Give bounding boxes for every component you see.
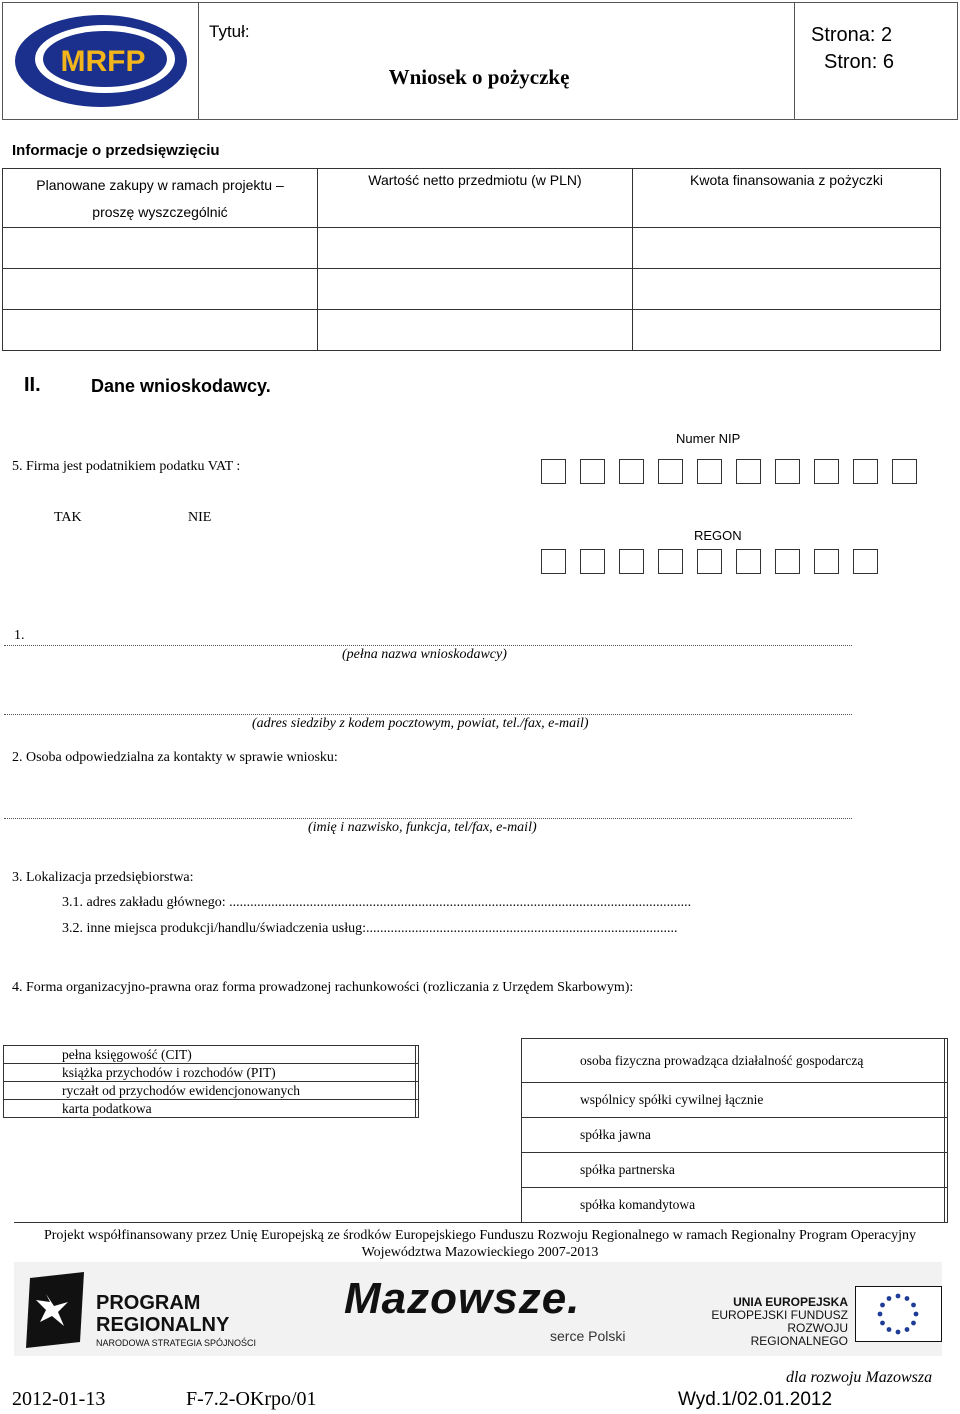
- column-header-loan-amount: Kwota finansowania z pożyczki: [633, 169, 941, 228]
- nip-digit-box[interactable]: [658, 459, 683, 484]
- cofinance-line2: Województwa Mazowieckiego 2007-2013: [361, 1245, 599, 1260]
- accounting-form-checkbox[interactable]: [416, 1100, 419, 1118]
- document-header: [2, 2, 958, 120]
- applicant-address-caption: (adres siedziby z kodem pocztowym, powiat, tel./fax, e-mail): [252, 716, 589, 731]
- nip-digit-box[interactable]: [580, 459, 605, 484]
- vat-question: 5. Firma jest podatnikiem podatku VAT :: [12, 459, 241, 474]
- table-cell[interactable]: [318, 310, 633, 351]
- legal-form-label: spółka komandytowa: [522, 1188, 945, 1223]
- nip-digit-box[interactable]: [892, 459, 917, 484]
- table-cell[interactable]: [633, 310, 941, 351]
- form-code: F-7.2-OKrpo/01: [186, 1388, 317, 1410]
- issue-date: 2012-01-13: [12, 1388, 106, 1410]
- applicant-name-line[interactable]: [4, 645, 852, 646]
- regon-digit-box[interactable]: [775, 549, 800, 574]
- nip-digit-box[interactable]: [697, 459, 722, 484]
- accounting-form-label: karta podatkowa: [4, 1100, 416, 1118]
- mazowsze-subtitle: serce Polski: [550, 1328, 626, 1344]
- eu-logos-band: [14, 1262, 942, 1356]
- accounting-form-row: [4, 1064, 419, 1082]
- contact-person-caption: (imię i nazwisko, funkcja, tel/fax, e-mail): [308, 820, 537, 835]
- legal-form-label: wspólnicy spółki cywilnej łącznie: [522, 1083, 945, 1118]
- legal-form-label: osoba fizyczna prowadząca działalność gospodarczą: [522, 1039, 945, 1083]
- eu-fund-text: [690, 1296, 848, 1348]
- page-cell: [795, 3, 957, 119]
- legal-form-row: [522, 1083, 948, 1118]
- legal-form-row: [522, 1118, 948, 1153]
- accounting-form-row: [4, 1082, 419, 1100]
- accounting-form-label: pełna księgowość (CIT): [4, 1046, 416, 1064]
- regon-digit-box[interactable]: [580, 549, 605, 574]
- cofinance-statement: [0, 1227, 960, 1261]
- cofinance-line1: Projekt współfinansowany przez Unię Europejską ze środków Europejskiego Funduszu Rozwoju Regionalnego w ramach Regionalny Program Operacyjny: [43, 1228, 917, 1243]
- table-cell[interactable]: [318, 269, 633, 310]
- regon-digit-box[interactable]: [658, 549, 683, 574]
- legal-form-row: [522, 1188, 948, 1223]
- tagline: dla rozwoju Mazowsza: [786, 1369, 933, 1386]
- table-cell[interactable]: [318, 228, 633, 269]
- logo-cell: [3, 3, 199, 119]
- nip-digit-box[interactable]: [736, 459, 761, 484]
- table-cell[interactable]: [3, 228, 318, 269]
- column-header-purchases: [3, 169, 318, 228]
- table-cell[interactable]: [633, 228, 941, 269]
- legal-form-label: spółka partnerska: [522, 1153, 945, 1188]
- section-number: II.: [24, 374, 41, 396]
- document-title: Wniosek o pożyczkę: [388, 65, 570, 89]
- legal-form-checkbox[interactable]: [945, 1083, 948, 1118]
- program-line2: REGIONALNY: [96, 1314, 230, 1336]
- main-plant-address[interactable]: 3.1. adres zakładu głównego: ....................................................................................................................................: [62, 895, 692, 910]
- table-row: [3, 269, 941, 310]
- page-number: Strona: 2: [811, 24, 893, 46]
- table-row: [3, 310, 941, 351]
- table-header-row: [3, 169, 941, 228]
- nip-digit-box[interactable]: [619, 459, 644, 484]
- regon-digit-box[interactable]: [541, 549, 566, 574]
- nip-digit-box[interactable]: [775, 459, 800, 484]
- legal-form-checkbox[interactable]: [945, 1188, 948, 1223]
- table-row: [3, 228, 941, 269]
- accounting-form-table: [3, 1045, 419, 1118]
- mrfp-logo: [13, 11, 191, 111]
- legal-form-row: [522, 1039, 948, 1083]
- accounting-form-row: [4, 1100, 419, 1118]
- planned-purchases-table: [2, 168, 941, 351]
- column-header-line1: Planowane zakupy w ramach projektu –: [36, 177, 284, 193]
- location-label: 3. Lokalizacja przedsiębiorstwa:: [12, 870, 194, 885]
- eu-flag-icon: [855, 1286, 942, 1342]
- contact-person-line[interactable]: [4, 818, 852, 819]
- accounting-form-row: [4, 1046, 419, 1064]
- eu-line1: UNIA EUROPEJSKA: [733, 1295, 848, 1309]
- regon-digit-box[interactable]: [619, 549, 644, 574]
- mazowsze-logo: Mazowsze.: [344, 1274, 581, 1323]
- vat-no-option[interactable]: NIE: [188, 510, 212, 525]
- title-label: Tytuł:: [209, 22, 250, 41]
- nip-label: Numer NIP: [676, 431, 741, 446]
- accounting-form-checkbox[interactable]: [416, 1046, 419, 1064]
- nip-digit-box[interactable]: [541, 459, 566, 484]
- regon-digit-box[interactable]: [814, 549, 839, 574]
- accounting-form-checkbox[interactable]: [416, 1082, 419, 1100]
- program-line3: NARODOWA STRATEGIA SPÓJNOŚCI: [96, 1338, 257, 1348]
- project-info-heading: Informacje o przedsięwzięciu: [12, 142, 220, 159]
- legal-form-checkbox[interactable]: [945, 1118, 948, 1153]
- edition-number: Wyd.1/02.01.2012: [678, 1389, 833, 1410]
- footer-rule: [14, 1222, 940, 1223]
- page-count: Stron: 6: [824, 51, 895, 73]
- legal-form-label: spółka jawna: [522, 1118, 945, 1153]
- accounting-form-checkbox[interactable]: [416, 1064, 419, 1082]
- legal-form-question: 4. Forma organizacyjno-prawna oraz forma prowadzonej rachunkowości (rozliczania z Urzędem Skarbowym):: [12, 980, 634, 995]
- nip-digit-box[interactable]: [814, 459, 839, 484]
- regon-digit-box[interactable]: [736, 549, 761, 574]
- column-header-net-value: Wartość netto przedmiotu (w PLN): [318, 169, 633, 228]
- nip-digit-box[interactable]: [853, 459, 878, 484]
- section-title: Dane wnioskodawcy.: [91, 376, 271, 396]
- other-locations[interactable]: 3.2. inne miejsca produkcji/handlu/świadczenia usług:.........................................................................................: [62, 921, 678, 936]
- program-regionalny-text: [96, 1292, 229, 1336]
- eu-line3: ROZWOJU REGIONALNEGO: [750, 1321, 848, 1348]
- vat-yes-option[interactable]: TAK: [54, 510, 82, 525]
- program-line1: PROGRAM: [96, 1292, 201, 1314]
- legal-form-table: [521, 1038, 948, 1223]
- contact-person-label: 2. Osoba odpowiedzialna za kontakty w sprawie wniosku:: [12, 750, 338, 765]
- title-cell: [199, 3, 795, 119]
- legal-form-checkbox[interactable]: [945, 1039, 948, 1083]
- legal-form-checkbox[interactable]: [945, 1153, 948, 1188]
- accounting-form-label: książka przychodów i rozchodów (PIT): [4, 1064, 416, 1082]
- table-cell[interactable]: [3, 310, 318, 351]
- logo-text: MRFP: [60, 45, 146, 78]
- table-cell[interactable]: [3, 269, 318, 310]
- item1-number: 1.: [14, 628, 25, 643]
- legal-form-row: [522, 1153, 948, 1188]
- eu-line2: EUROPEJSKI FUNDUSZ: [711, 1308, 848, 1322]
- column-header-line2: proszę wyszczególnić: [92, 204, 228, 220]
- table-cell[interactable]: [633, 269, 941, 310]
- program-regionalny-emblem: [24, 1272, 88, 1348]
- regon-digit-box[interactable]: [853, 549, 878, 574]
- accounting-form-label: ryczałt od przychodów ewidencjonowanych: [4, 1082, 416, 1100]
- applicant-address-line[interactable]: [4, 714, 852, 715]
- regon-digit-box[interactable]: [697, 549, 722, 574]
- applicant-name-caption: (pełna nazwa wnioskodawcy): [342, 647, 507, 662]
- regon-label: REGON: [694, 528, 742, 543]
